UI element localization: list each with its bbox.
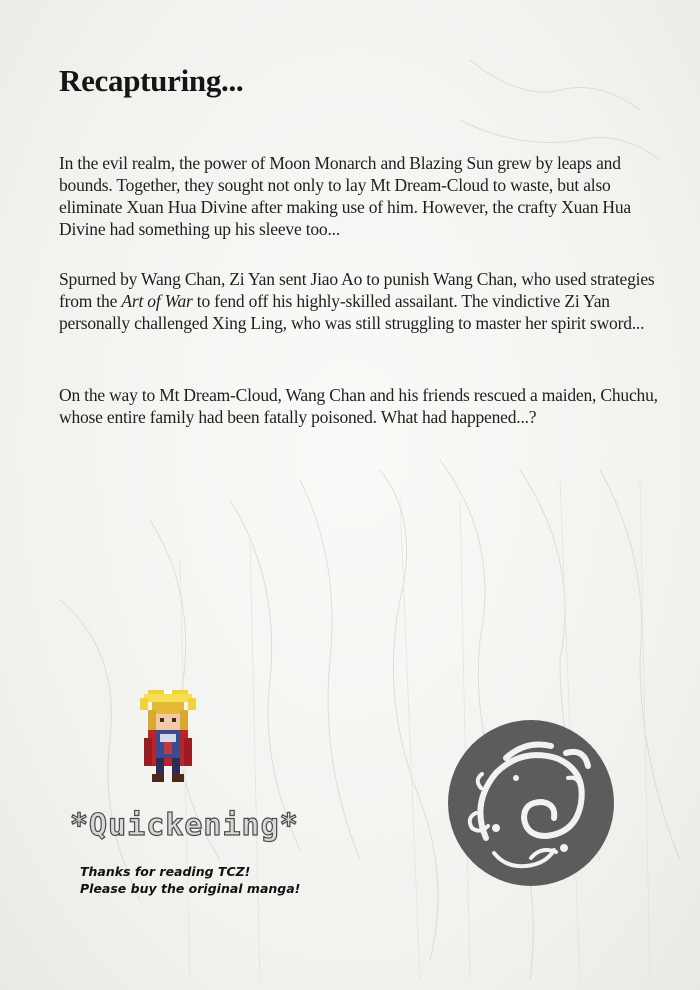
book-title: Art of War bbox=[121, 291, 193, 311]
credits-line-2: Please buy the original manga! bbox=[80, 881, 301, 896]
recap-paragraph-2 bbox=[59, 268, 659, 334]
recap-paragraph-3: On the way to Mt Dream-Cloud, Wang Chan and his friends rescued a maiden, Chuchu, whose entire family had been fatally poisoned. What had happened...? bbox=[59, 385, 658, 427]
recap-paragraph-2-text-a: Spurned by Wang Chan, Zi Yan sent Jiao Ao to punish Wang Chan, who used strategies from the bbox=[59, 269, 655, 311]
credits-line-1: Thanks for reading TCZ! bbox=[80, 864, 251, 879]
pixel-character-icon bbox=[140, 690, 196, 782]
recap-paragraph-2-text-b: to fend off his highly-skilled assailant. The vindictive Zi Yan personally challenged Xing Ling, who was still struggling to master her spirit sword... bbox=[59, 291, 645, 333]
cloud-swirl-emblem-icon bbox=[446, 718, 616, 888]
recap-paragraph-1: In the evil realm, the power of Moon Monarch and Blazing Sun grew by leaps and bounds. Together, they sought not only to lay Mt Dream-Cloud to waste, but also eliminate Xuan Hua Divine after making use of him. However, the crafty Xuan Hua Divine had something up his sleeve too... bbox=[59, 153, 631, 239]
page-heading: Recapturing... bbox=[59, 63, 244, 98]
credits-note bbox=[80, 863, 300, 897]
scanlation-group-name: *Quickening* bbox=[70, 808, 299, 843]
